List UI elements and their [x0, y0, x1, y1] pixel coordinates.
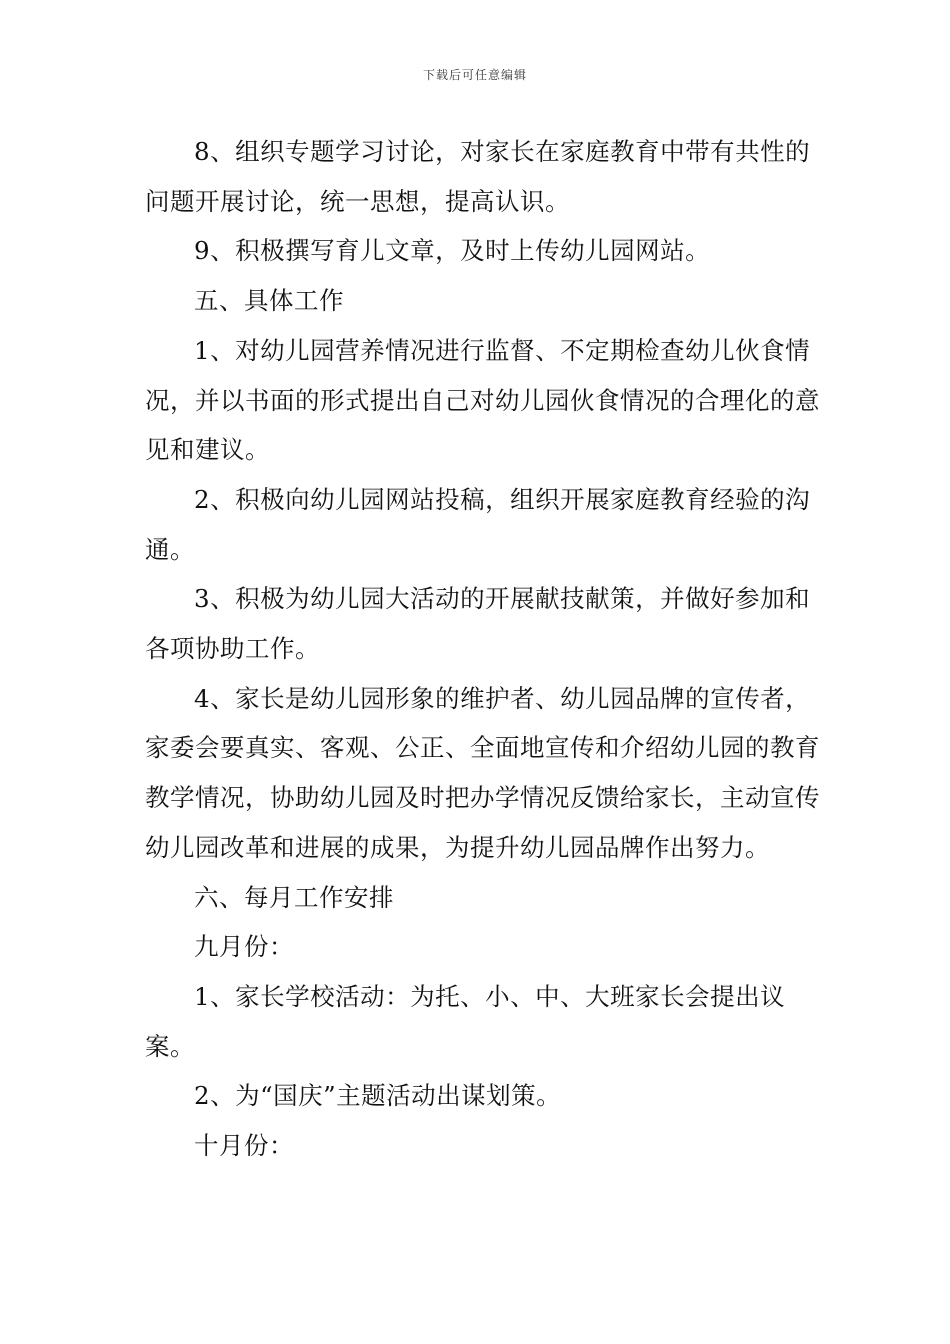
paragraph-work-1: 1、对幼儿园营养情况进行监督、不定期检查幼儿伙食情况，并以书面的形式提出自己对幼儿园伙食情况的合理化的意见和建议。 [145, 335, 820, 465]
paragraph-work-2: 2、积极向幼儿园网站投稿，组织开展家庭教育经验的沟通。 [145, 484, 811, 564]
paragraph-item-9: 9、积极撰写育儿文章，及时上传幼儿园网站。 [194, 236, 711, 266]
month-heading-september: 九月份： [194, 932, 294, 962]
paragraph-item-8: 8、组织专题学习讨论，对家长在家庭教育中带有共性的问题开展讨论，统一思想，提高认识。 [145, 137, 811, 216]
header-note: 下载后可任意编辑 [422, 68, 527, 82]
month-heading-october: 十月份： [194, 1131, 294, 1161]
section-heading-6: 六、每月工作安排 [194, 882, 394, 912]
paragraph-september-2: 2、为“国庆”主题活动出谋划策。 [194, 1081, 562, 1111]
document-body [145, 127, 835, 1171]
paragraph-september-1: 1、家长学校活动：为托、小、中、大班家长会提出议案。 [145, 981, 786, 1061]
section-heading-5: 五、具体工作 [194, 286, 344, 316]
paragraph-work-4: 4、家长是幼儿园形象的维护者、幼儿园品牌的宣传者，家委会要真实、客观、公正、全面地宣传和介绍幼儿园的教育教学情况，协助幼儿园及时把办学情况反馈给家长，主动宣传幼儿园改革和进展的成果，为提升幼儿园品牌作出努力。 [145, 683, 820, 862]
paragraph-work-3: 3、积极为幼儿园大活动的开展献技献策，并做好参加和各项协助工作。 [145, 584, 811, 664]
